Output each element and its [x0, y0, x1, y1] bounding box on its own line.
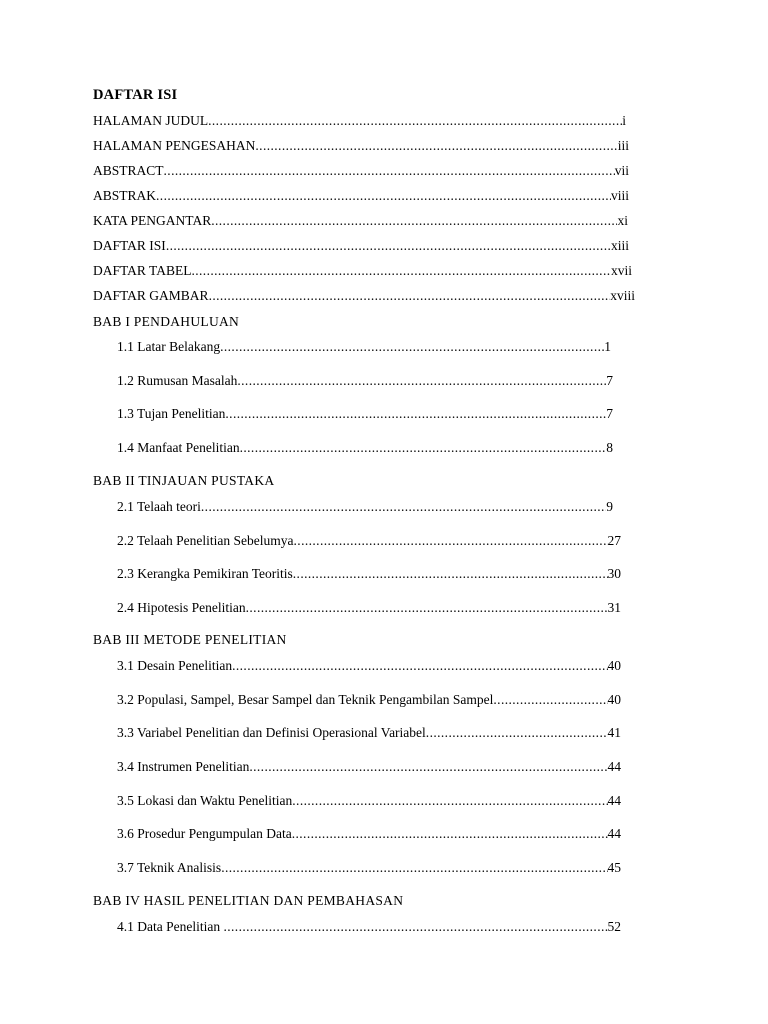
toc-entry-page: 44	[607, 826, 621, 841]
toc-leader-dots	[240, 439, 607, 457]
toc-entry-page: 7	[606, 373, 613, 388]
toc-entry-1-2	[117, 372, 613, 390]
toc-entry-label: 3.3 Variabel Penelitian dan Definisi Operasional Variabel	[117, 725, 426, 740]
toc-entry-2-3	[117, 565, 621, 583]
toc-entry-page: 30	[607, 566, 621, 581]
toc-entry-label: 3.4 Instrumen Penelitian	[117, 759, 250, 774]
toc-entry-label: ABSTRACT	[93, 163, 164, 178]
toc-leader-dots	[201, 498, 606, 516]
toc-entry-page: i	[622, 113, 626, 128]
toc-leader-dots	[246, 599, 608, 617]
toc-entry-label: HALAMAN PENGESAHAN	[93, 138, 256, 153]
toc-entry-daftar-isi	[93, 237, 629, 255]
toc-entry-3-4	[117, 758, 621, 776]
toc-entry-label: ABSTRAK	[93, 188, 157, 203]
toc-entry-2-2	[117, 532, 621, 550]
toc-entry-label: DAFTAR TABEL	[93, 263, 192, 278]
toc-leader-dots	[156, 187, 611, 205]
toc-entry-1-3	[117, 405, 613, 423]
toc-entry-daftar-gambar	[93, 287, 635, 305]
page-title: DAFTAR ISI	[93, 87, 178, 103]
toc-entry-halaman-judul	[93, 112, 626, 130]
toc-entry-1-1	[117, 338, 611, 356]
toc-entry-label: 1.1 Latar Belakang	[117, 339, 221, 354]
toc-leader-dots	[166, 237, 611, 255]
toc-entry-page: 8	[606, 440, 613, 455]
toc-leader-dots	[249, 758, 607, 776]
toc-entry-3-1	[117, 657, 621, 675]
toc-entry-page: 40	[607, 658, 621, 673]
toc-leader-dots	[255, 137, 617, 155]
toc-leader-dots	[292, 792, 607, 810]
toc-entry-page: vii	[614, 163, 629, 178]
toc-leader-dots	[294, 532, 608, 550]
toc-leader-dots	[293, 565, 608, 583]
toc-leader-dots	[209, 287, 611, 305]
toc-entry-label: 2.2 Telaah Penelitian Sebelumya	[117, 533, 294, 548]
toc-leader-dots	[220, 338, 604, 356]
toc-leader-dots	[164, 162, 615, 180]
toc-entry-page: viii	[610, 188, 629, 203]
chapter-heading-bab-3: BAB III METODE PENELITIAN	[93, 632, 287, 647]
toc-entry-label: 3.2 Populasi, Sampel, Besar Sampel dan Teknik Pengambilan Sampel	[117, 692, 494, 707]
toc-leader-dots	[225, 405, 606, 423]
toc-entry-page: xvii	[610, 263, 632, 278]
toc-entry-3-5	[117, 792, 621, 810]
toc-leader-dots	[493, 691, 607, 709]
chapter-heading-bab-4: BAB IV HASIL PENELITIAN DAN PEMBAHASAN	[93, 893, 404, 908]
toc-entry-label: 3.6 Prosedur Pengumpulan Data	[117, 826, 292, 841]
toc-entry-label: 2.1 Telaah teori	[117, 499, 201, 514]
toc-entry-label: DAFTAR ISI	[93, 238, 166, 253]
toc-entry-page: xviii	[610, 288, 635, 303]
toc-leader-dots	[426, 724, 608, 742]
toc-entry-page: 31	[607, 600, 621, 615]
toc-entry-page: 1	[604, 339, 611, 354]
toc-entry-page: 52	[607, 919, 621, 934]
toc-entry-label: 3.5 Lokasi dan Waktu Penelitian	[117, 793, 293, 808]
toc-entry-4-1	[117, 918, 621, 936]
toc-entry-3-3	[117, 724, 621, 742]
toc-entry-page: 9	[606, 499, 613, 514]
toc-entry-label: 3.1 Desain Penelitian	[117, 658, 233, 673]
toc-leader-dots	[208, 112, 622, 130]
toc-entry-page: 45	[607, 860, 621, 875]
toc-leader-dots	[223, 918, 607, 936]
toc-entry-label: 1.3 Tujan Penelitian	[117, 406, 226, 421]
toc-entry-abstract	[93, 162, 629, 180]
toc-entry-label: 3.7 Teknik Analisis	[117, 860, 222, 875]
toc-entry-1-4	[117, 439, 613, 457]
toc-entry-label: 2.4 Hipotesis Penelitian	[117, 600, 246, 615]
toc-entry-label: 4.1 Data Penelitian	[117, 919, 224, 934]
toc-entry-halaman-pengesahan	[93, 137, 629, 155]
toc-entry-page: 40	[607, 692, 621, 707]
toc-entry-label: 2.3 Kerangka Pemikiran Teoritis	[117, 566, 293, 581]
toc-entry-label: KATA PENGANTAR	[93, 213, 212, 228]
chapter-heading-bab-2: BAB II TINJAUAN PUSTAKA	[93, 473, 275, 488]
toc-entry-2-1	[117, 498, 613, 516]
toc-leader-dots	[232, 657, 607, 675]
toc-entry-page: xi	[617, 213, 628, 228]
toc-entry-page: iii	[617, 138, 629, 153]
toc-entry-page: 44	[607, 759, 621, 774]
toc-entry-abstrak	[93, 187, 629, 205]
toc-leader-dots	[237, 372, 606, 390]
toc-entry-page: 41	[607, 725, 621, 740]
toc-entry-label: DAFTAR GAMBAR	[93, 288, 209, 303]
toc-entry-page: 7	[606, 406, 613, 421]
toc-entry-label: 1.2 Rumusan Masalah	[117, 373, 238, 388]
toc-entry-2-4	[117, 599, 621, 617]
toc-leader-dots	[191, 262, 611, 280]
chapter-heading-bab-1: BAB I PENDAHULUAN	[93, 314, 240, 329]
toc-entry-label: HALAMAN JUDUL	[93, 113, 209, 128]
toc-entry-kata-pengantar	[93, 212, 628, 230]
toc-entry-daftar-tabel	[93, 262, 632, 280]
toc-entry-3-2	[117, 691, 621, 709]
toc-entry-page: xiii	[610, 238, 629, 253]
toc-entry-label: 1.4 Manfaat Penelitian	[117, 440, 240, 455]
toc-leader-dots	[211, 212, 617, 230]
toc-entry-3-7	[117, 859, 621, 877]
toc-entry-page: 44	[607, 793, 621, 808]
toc-leader-dots	[292, 825, 608, 843]
toc-leader-dots	[221, 859, 607, 877]
toc-entry-3-6	[117, 825, 621, 843]
toc-entry-page: 27	[607, 533, 621, 548]
